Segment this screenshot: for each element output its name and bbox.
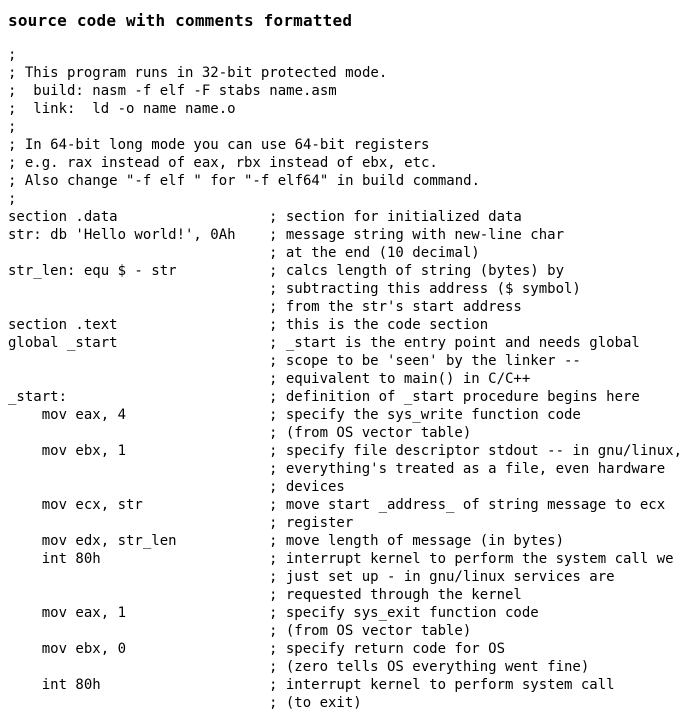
code-comment: ; everything's treated as a file, even hardware [269,461,666,477]
page-title: source code with comments formatted [8,11,353,30]
code-instruction: section .data [8,209,118,225]
code-instruction: mov eax, 1 [8,605,127,621]
code-comment: ; move start _address_ of string message to ecx [269,497,666,513]
code-comment: ; specify sys_exit function code [269,605,539,621]
code-comment: ; message string with new-line char [269,227,565,243]
code-instruction: ; build: nasm -f elf -F stabs name.asm [8,83,337,99]
code-comment: ; (zero tells OS everything went fine) [269,659,590,675]
code-instruction: ; Also change "-f elf " for "-f elf64" in build command. [8,173,481,189]
code-comment: ; this is the code section [269,317,489,333]
code-instruction: int 80h [8,551,101,567]
code-instruction: mov ecx, str [8,497,143,513]
code-comment: ; subtracting this address ($ symbol) [269,281,581,297]
code-comment: ; scope to be 'seen' by the linker -- [269,353,581,369]
code-comment: ; specify the sys_write function code [269,407,581,423]
code-comment: ; specify return code for OS [269,641,506,657]
code-comment: ; definition of _start procedure begins here [269,389,640,405]
code-instruction: _start: [8,389,68,405]
code-instruction: ; e.g. rax instead of eax, rbx instead of ebx, etc. [8,155,438,171]
code-comment: ; register [269,515,354,531]
code-comment: ; (to exit) [269,695,362,711]
code-instruction: ; [8,47,17,63]
code-comment: ; requested through the kernel [269,587,522,603]
code-instruction: ; [8,191,17,207]
code-instruction: ; In 64-bit long mode you can use 64-bit registers [8,137,430,153]
code-comment: ; devices [269,479,345,495]
code-comment: ; specify file descriptor stdout -- in gnu/linux, [269,443,683,459]
code-comment: ; calcs length of string (bytes) by [269,263,565,279]
code-instruction: ; link: ld -o name name.o [8,101,236,117]
code-instruction: section .text [8,317,118,333]
code-instruction: mov edx, str_len [8,533,177,549]
code-comment: ; just set up - in gnu/linux services are [269,569,615,585]
code-instruction: int 80h [8,677,101,693]
code-instruction: str_len: equ $ - str [8,263,177,279]
code-instruction: str: db 'Hello world!', 0Ah [8,227,236,243]
code-comment: ; interrupt kernel to perform the system call we [269,551,674,567]
code-comment: ; _start is the entry point and needs global [269,335,640,351]
code-instruction: ; [8,119,17,135]
code-comment: ; at the end (10 decimal) [269,245,480,261]
code-comment: ; from the str's start address [269,299,522,315]
code-instruction: global _start [8,335,118,351]
code-comment: ; move length of message (in bytes) [269,533,565,549]
code-instruction: mov ebx, 1 [8,443,127,459]
code-instruction: mov eax, 4 [8,407,127,423]
code-comment: ; (from OS vector table) [269,623,472,639]
code-comment: ; (from OS vector table) [269,425,472,441]
code-instruction: ; This program runs in 32-bit protected mode. [8,65,388,81]
code-comment: ; equivalent to main() in C/C++ [269,371,531,387]
code-instruction: mov ebx, 0 [8,641,127,657]
code-comment: ; section for initialized data [269,209,522,225]
code-comment: ; interrupt kernel to perform system call [269,677,615,693]
